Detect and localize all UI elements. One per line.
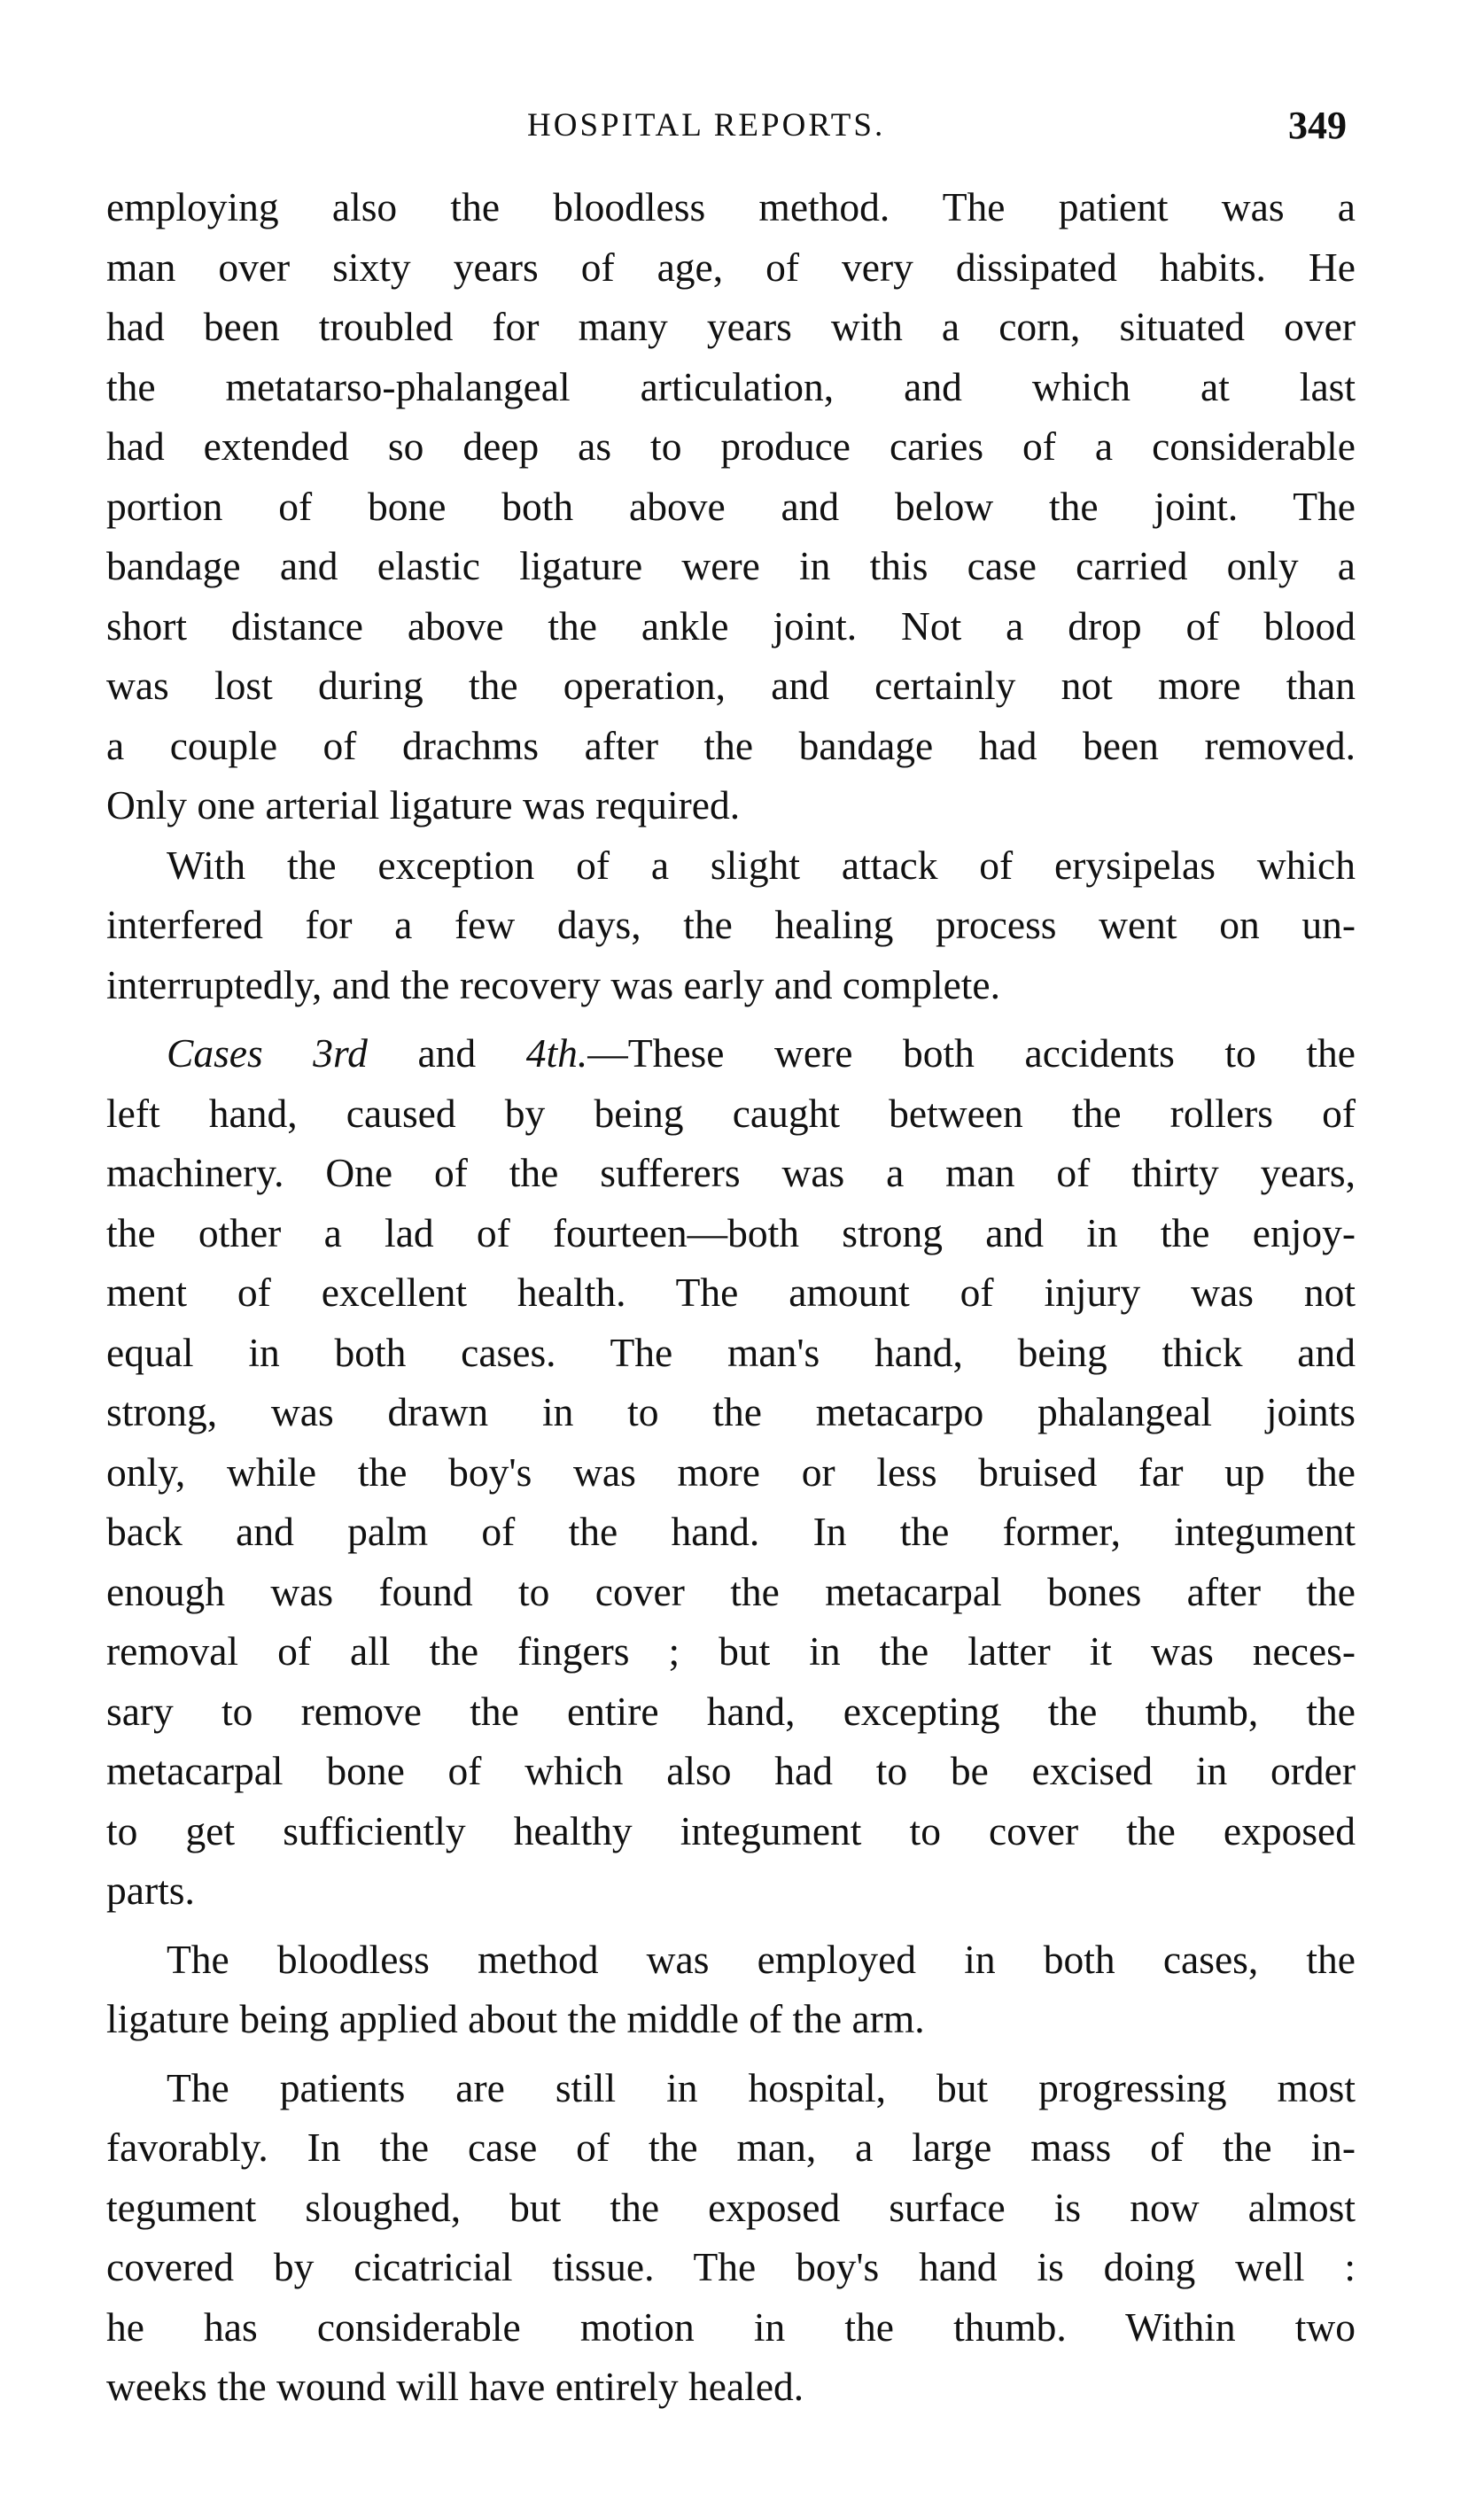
text-line: interruptedly, and the recovery was early and complete. bbox=[106, 961, 1000, 1007]
text-line: sary to remove the entire hand, excepting the thumb, the bbox=[106, 1688, 1356, 1734]
text-line: The patients are still in hospital, but progressing most bbox=[167, 2064, 1356, 2110]
text-line: only, while the boy's was more or less bruised far up the bbox=[106, 1449, 1356, 1495]
text-line: the other a lad of fourteen—both strong and in the enjoy- bbox=[106, 1209, 1356, 1255]
text-line: covered by cicatricial tissue. The boy's hand is doing well : bbox=[106, 2244, 1356, 2289]
text-line: a couple of drachms after the bandage had been removed. bbox=[106, 722, 1356, 768]
paragraph-gap bbox=[106, 1014, 1356, 1023]
case-lead-plain: and bbox=[367, 1030, 526, 1076]
paragraph-1 bbox=[106, 177, 1356, 835]
paragraph-5 bbox=[106, 2058, 1356, 2417]
text-line: to get sufficiently healthy integument to cover the exposed bbox=[106, 1807, 1356, 1853]
body-text bbox=[106, 177, 1356, 2417]
text-line: parts. bbox=[106, 1868, 195, 1913]
case-lead-italic: Cases 3rd bbox=[167, 1030, 368, 1076]
page-number: 349 bbox=[1288, 104, 1347, 147]
text-line: strong, was drawn in to the metacarpo phalangeal joints bbox=[106, 1389, 1356, 1434]
text-line: machinery. One of the sufferers was a man of thirty years, bbox=[106, 1150, 1356, 1195]
text-line: back and palm of the hand. In the former, integument bbox=[106, 1509, 1356, 1554]
text-line: ligature being applied about the middle of the arm. bbox=[106, 1996, 925, 2041]
paragraph-gap bbox=[106, 1921, 1356, 1930]
running-head bbox=[0, 99, 1484, 152]
text-line: metacarpal bone of which also had to be excised in order bbox=[106, 1748, 1356, 1793]
text-line: weeks the wound will have entirely healed. bbox=[106, 2364, 804, 2409]
text-line: bandage and elastic ligature were in this case carried only a bbox=[106, 543, 1356, 588]
text-line: enough was found to cover the metacarpal bones after the bbox=[106, 1568, 1356, 1614]
text-line: Only one arterial ligature was required. bbox=[106, 782, 741, 827]
paragraph-4 bbox=[106, 1930, 1356, 2049]
text-line: man over sixty years of age, of very dissipated habits. He bbox=[106, 244, 1356, 290]
text-line: equal in both cases. The man's hand, being thick and bbox=[106, 1329, 1356, 1375]
text-line: the metatarso-phalangeal articulation, and which at last bbox=[106, 363, 1356, 409]
text-line-lead bbox=[106, 1023, 1356, 1084]
text-line: was lost during the operation, and certainly not more than bbox=[106, 663, 1356, 708]
text-line: he has considerable motion in the thumb. Within two bbox=[106, 2304, 1356, 2350]
text-line: The bloodless method was employed in both cases, the bbox=[167, 1936, 1356, 1982]
case-lead-italic-2: 4th. bbox=[525, 1030, 588, 1076]
paragraph-2 bbox=[106, 835, 1356, 1015]
text-line: removal of all the fingers ; but in the latter it was neces- bbox=[106, 1628, 1356, 1674]
text-line: had extended so deep as to produce caries of a considerable bbox=[106, 423, 1356, 469]
text-line: favorably. In the case of the man, a large mass of the in- bbox=[106, 2125, 1356, 2170]
paragraph-3 bbox=[106, 1023, 1356, 1921]
text-line: tegument sloughed, but the exposed surface is now almost bbox=[106, 2184, 1356, 2230]
text-line: With the exception of a slight attack of erysipelas which bbox=[167, 842, 1356, 888]
text-line: short distance above the ankle joint. Not a drop of blood bbox=[106, 602, 1356, 649]
text-line: employing also the bloodless method. The patient was a bbox=[106, 184, 1356, 229]
text-line: had been troubled for many years with a corn, situated over bbox=[106, 304, 1356, 349]
text-line: interfered for a few days, the healing process went on un- bbox=[106, 902, 1356, 947]
text-line: ment of excellent health. The amount of injury was not bbox=[106, 1270, 1356, 1315]
paragraph-gap bbox=[106, 2049, 1356, 2058]
text-line: left hand, caused by being caught between the rollers of bbox=[106, 1090, 1356, 1136]
running-title: HOSPITAL REPORTS. bbox=[527, 107, 886, 144]
case-lead-rest: —These were both accidents to the bbox=[587, 1030, 1356, 1076]
text-line: portion of bone both above and below the joint. The bbox=[106, 483, 1356, 529]
